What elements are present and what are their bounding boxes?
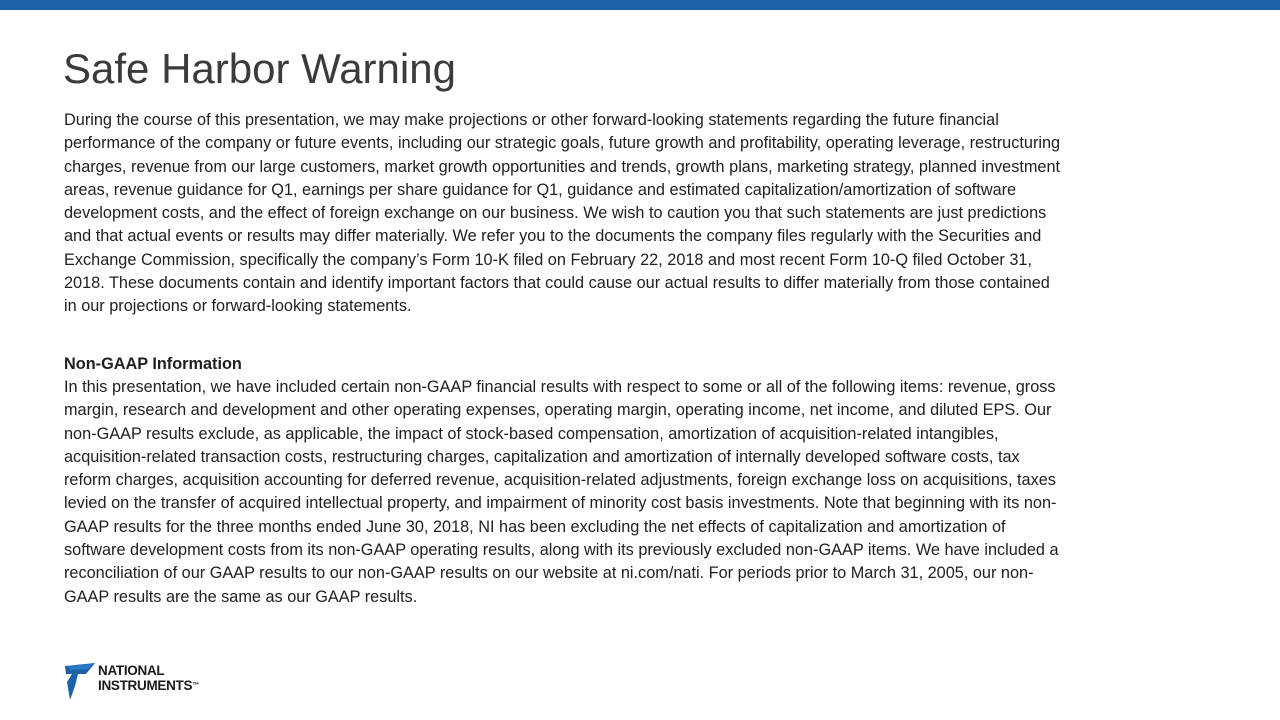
section-spacer xyxy=(64,319,1224,353)
top-accent-bar xyxy=(0,0,1280,10)
non-gaap-paragraph xyxy=(64,376,1224,609)
paragraph-line: GAAP results are the same as our GAAP results. xyxy=(64,587,418,606)
non-gaap-heading: Non-GAAP Information xyxy=(64,354,242,373)
paragraph-line: In this presentation, we have included certain non-GAAP financial results with respect to some or all of the following items: revenue, gross xyxy=(64,377,1056,396)
logo-line-national: NATIONAL xyxy=(98,663,165,678)
paragraph-line: During the course of this presentation, we may make projections or other forward-looking statements regarding the future financial xyxy=(64,111,999,129)
trademark-symbol: ™ xyxy=(192,682,199,689)
paragraph-line: in our projections or forward-looking statements. xyxy=(64,297,412,316)
logo-wordmark xyxy=(98,663,199,693)
paragraph-line: performance of the company or future events, including our strategic goals, future growth and profitability, operating leverage, restructuring xyxy=(64,134,1061,153)
slide-body xyxy=(64,109,1224,609)
logo-line-instruments-text: INSTRUMENTS xyxy=(98,678,193,693)
paragraph-line: reform charges, acquisition accounting for deferred revenue, acquisition-related adjustments, foreign exchange loss on acquisitions, taxes xyxy=(64,471,1056,490)
paragraph-line: 2018. These documents contain and identify important factors that could cause our actual results to differ materially from those contained xyxy=(64,274,1050,293)
national-instruments-logo xyxy=(64,662,224,702)
paragraph-line: Exchange Commission, specifically the company’s Form 10-K filed on February 22, 2018 and most recent Form 10-Q filed October 31, xyxy=(64,250,1032,269)
page-title: Safe Harbor Warning xyxy=(63,45,456,92)
national-instruments-eagle-icon xyxy=(64,662,98,702)
paragraph-line: levied on the transfer of acquired intellectual property, and impairment of minority cost basis investments. Note that beginning with its non- xyxy=(64,494,1057,513)
paragraph-line: software development costs from its non-GAAP operating results, along with its previously excluded non-GAAP items. We have included a xyxy=(64,541,1059,560)
paragraph-line: areas, revenue guidance for Q1, earnings per share guidance for Q1, guidance and estimated capitalization/amortization of software xyxy=(64,180,1017,199)
paragraph-line: reconciliation of our GAAP results to our non-GAAP results on our website at ni.com/nati. For periods prior to March 31, 2005, our non- xyxy=(64,564,1034,583)
paragraph-line: and that actual events or results may differ materially. We refer you to the documents the company files regularly with the Securities and xyxy=(64,227,1042,246)
paragraph-line: non-GAAP results exclude, as applicable, the impact of stock-based compensation, amortization of acquisition-related intangibles, xyxy=(64,424,999,443)
safe-harbor-paragraph xyxy=(64,109,1224,319)
logo-line-instruments xyxy=(98,678,199,693)
paragraph-line: margin, research and development and other operating expenses, operating margin, operating income, net income, and diluted EPS. Our xyxy=(64,401,1052,420)
paragraph-line: charges, revenue from our large customers, market growth opportunities and trends, growth plans, marketing strategy, planned investment xyxy=(64,157,1061,176)
paragraph-line: development costs, and the effect of foreign exchange on our business. We wish to caution you that such statements are just predictions xyxy=(64,204,1047,223)
paragraph-line: acquisition-related transaction costs, restructuring charges, capitalization and amortization of internally developed software costs, tax xyxy=(64,447,1020,466)
paragraph-line: GAAP results for the three months ended June 30, 2018, NI has been excluding the net effects of capitalization and amortization of xyxy=(64,517,1006,536)
